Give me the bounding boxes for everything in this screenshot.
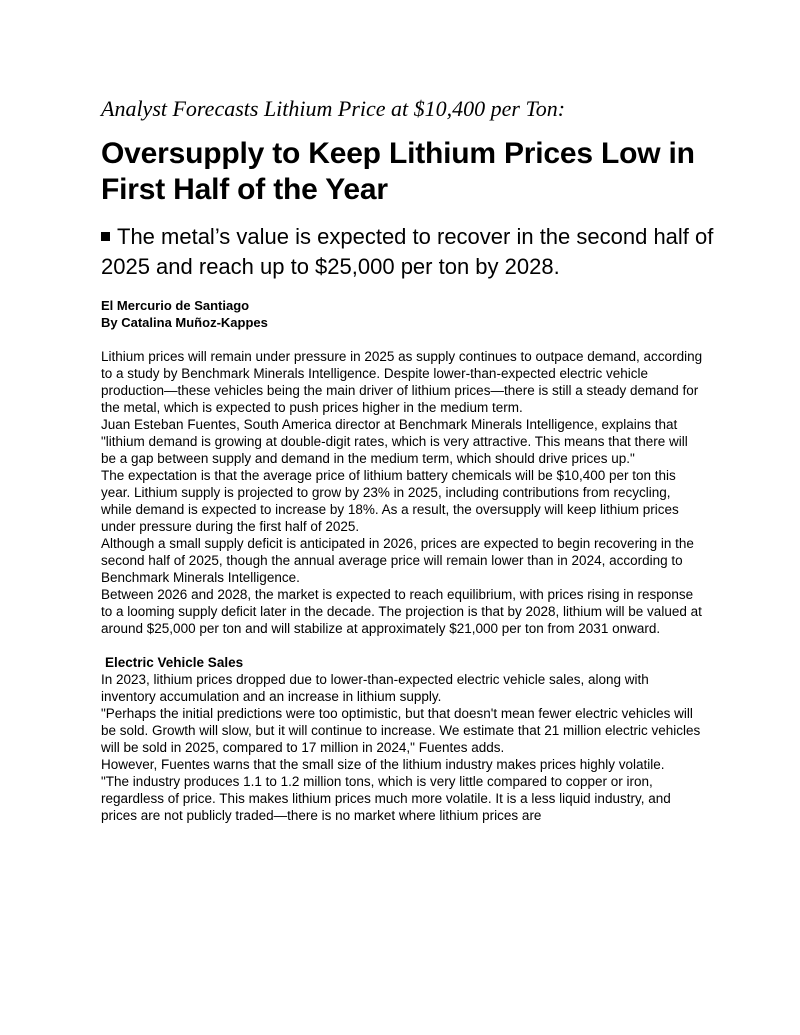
- source-name: El Mercurio de Santiago: [101, 298, 250, 313]
- section-heading: Electric Vehicle Sales: [105, 655, 244, 670]
- deck: [101, 222, 741, 282]
- body-paragraph: The expectation is that the average price of lithium battery chemicals will be $10,400 per ton this year. Lithium supply is projected to grow by 23% in 2025, including contributions from recycling, while demand is expected to increase by 18%. As a result, the oversupply will keep lithium prices under pressure during the first half of 2025.: [101, 468, 679, 534]
- deck-text: The metal’s value is expected to recover in the second half of 2025 and reach up to $25,000 per ton by 2028.: [101, 224, 714, 279]
- body-paragraph: "The industry produces 1.1 to 1.2 million tons, which is very little compared to copper or iron, regardless of price. This makes lithium prices much more volatile. It is a less liquid industry, and prices are not publicly traded—there is no market where lithium prices are: [101, 774, 671, 823]
- headline: Oversupply to Keep Lithium Prices Low in First Half of the Year: [101, 137, 695, 206]
- bullet-square-icon: [101, 232, 110, 241]
- body-paragraph: "Perhaps the initial predictions were too optimistic, but that doesn't mean fewer electric vehicles will be sold. Growth will slow, but it will continue to increase. We estimate that 21 million electric vehicles will be sold in 2025, compared to 17 million in 2024," Fuentes adds.: [101, 706, 701, 755]
- body-paragraph: In 2023, lithium prices dropped due to lower-than-expected electric vehicle sales, along with inventory accumulation and an increase in lithium supply.: [101, 672, 649, 704]
- kicker: Analyst Forecasts Lithium Price at $10,400 per Ton:: [101, 96, 566, 121]
- body-paragraph: However, Fuentes warns that the small size of the lithium industry makes prices highly volatile.: [101, 757, 665, 772]
- body-paragraph: Between 2026 and 2028, the market is expected to reach equilibrium, with prices rising in response to a looming supply deficit later in the decade. The projection is that by 2028, lithium will be valued at around $25,000 per ton and will stabilize at approximately $21,000 per ton from 2031 onward.: [101, 587, 702, 636]
- body-paragraph: Lithium prices will remain under pressure in 2025 as supply continues to outpace demand, according to a study by Benchmark Minerals Intelligence. Despite lower-than-expected electric vehicle production—these vehicles being the main driver of lithium prices—there is still a steady demand for the metal, which is expected to push prices higher in the medium term.: [101, 349, 703, 415]
- body-paragraph: Juan Esteban Fuentes, South America director at Benchmark Minerals Intelligence, explains that "lithium demand is growing at double-digit rates, which is very attractive. This means that there will be a gap between supply and demand in the medium term, which should drive prices up.": [101, 417, 688, 466]
- body-paragraph: Although a small supply deficit is anticipated in 2026, prices are expected to begin recovering in the second half of 2025, though the annual average price will remain lower than in 2024, according to Benchmark Minerals Intelligence.: [101, 536, 694, 585]
- article-body: [101, 348, 704, 824]
- author-byline: By Catalina Muñoz-Kappes: [101, 315, 268, 330]
- byline-block: [101, 297, 741, 331]
